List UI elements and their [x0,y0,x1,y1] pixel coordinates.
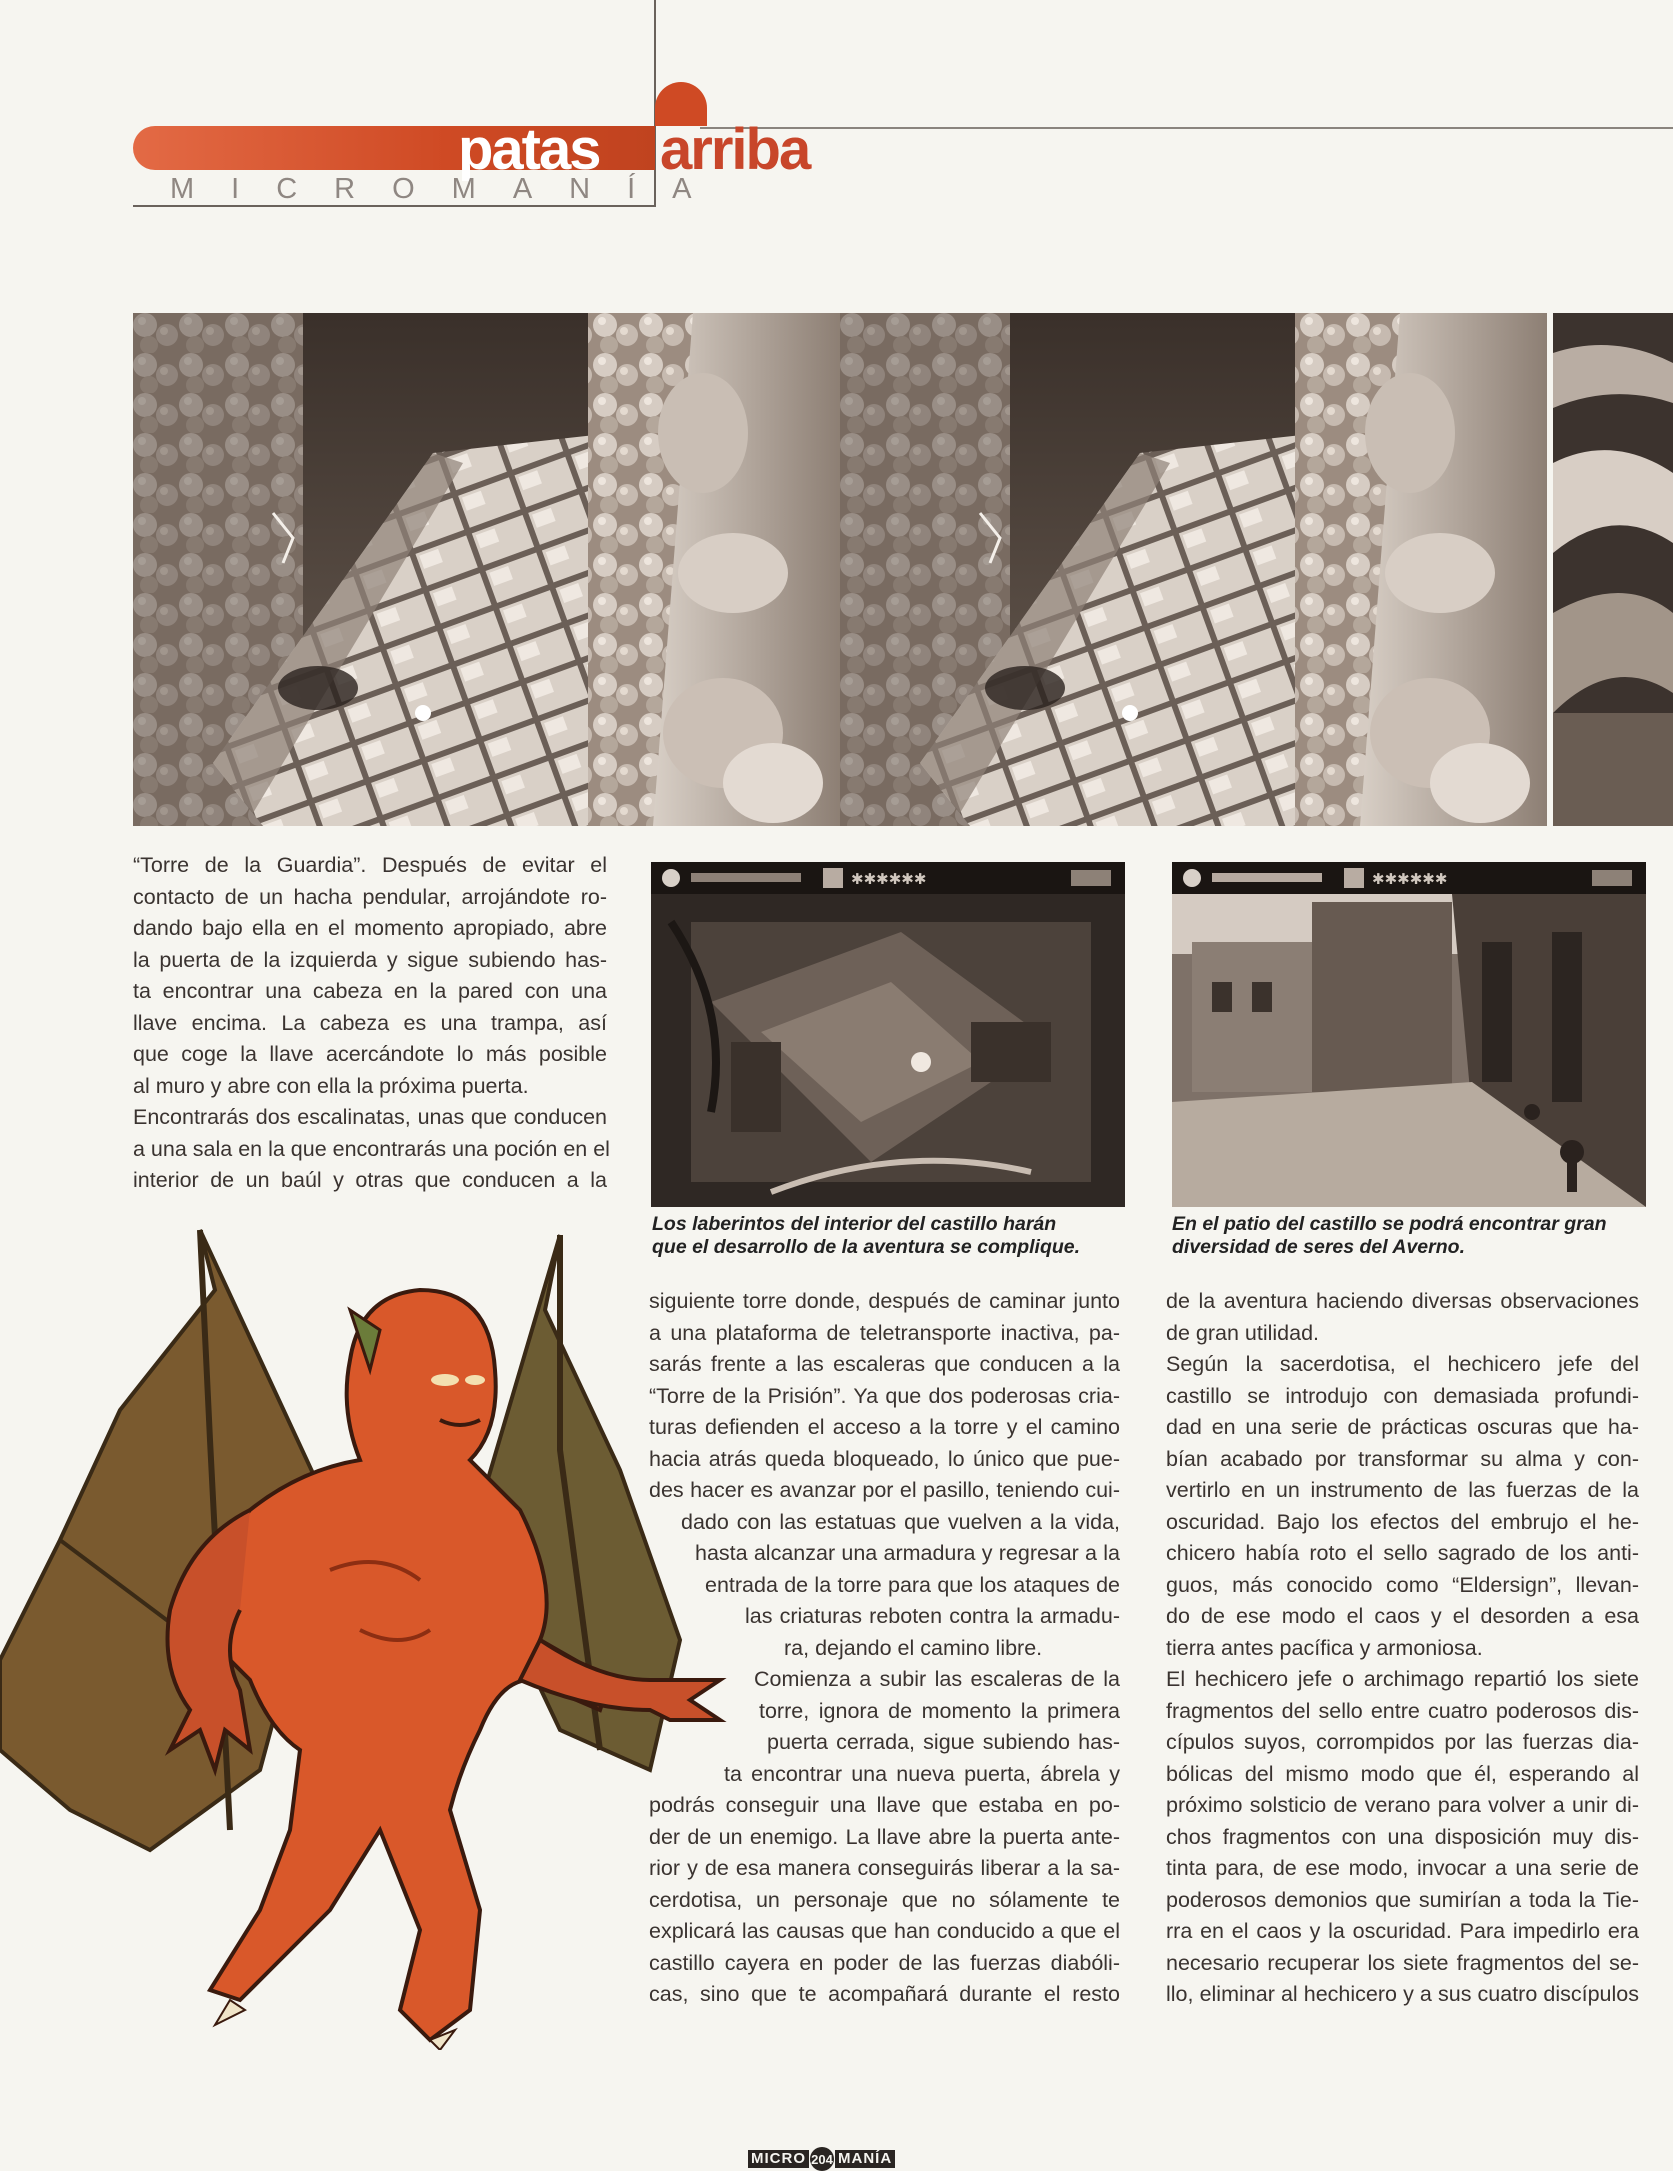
text-line: explicará las causas que han conducido a que el [649,1919,1120,1943]
text-line: necesario recuperar los siete fragmentos del se- [1166,1950,1639,1975]
text-line: cerdotisa, un personaje que no sólamente te [649,1887,1120,1912]
text-line: hasta alcanzar una armadura y regresar a la [695,1541,1120,1565]
text-line: castillo cayera en poder de las fuerzas diabóli- [649,1950,1120,1975]
text-line: llo, eliminar al hechicero y a sus cuatro discípulos [1166,1982,1639,2006]
text-line: dad en una serie de prácticas oscuras que ha- [1166,1415,1639,1439]
footer-mania: MANÍA [835,2150,895,2168]
header-underline [133,205,656,207]
caption-courtyard [1172,1213,1652,1259]
article-column-1 [133,850,610,1197]
footer-micro: MICRO [748,2150,809,2168]
text-line: hacia atrás queda bloqueado, lo único que pue- [649,1446,1120,1471]
text-line: chicero había roto el sello sagrado de los anti- [1166,1541,1639,1565]
text-line: “Torre de la Prisión”. Ya que dos poderosas cria- [649,1383,1120,1408]
text-line: de gran utilidad. [1166,1320,1319,1345]
text-line: dado con las estatuas que vuelven a la vida, [681,1509,1120,1534]
caption-line: Los laberintos del interior del castillo harán [652,1213,1057,1235]
text-line: siguiente torre donde, después de caminar junto [649,1289,1120,1313]
castle-screenshots-strip [133,313,1673,826]
text-line: entrada de la torre para que los ataques de [705,1572,1120,1597]
text-line: podrás conseguir una llave que estaba en po- [649,1793,1120,1817]
page-number: 204 [810,2147,834,2171]
section-title-patas: patas [458,117,600,182]
text-line: llave encima. La cabeza es una trampa, así [133,1010,607,1035]
page-footer [748,2148,934,2170]
magazine-name: MICROMANÍA [170,173,729,205]
text-line: fragmentos del sello entre cuatro poderosos dis- [1166,1698,1639,1723]
text-line: des hacer es avanzar por el pasillo, teniendo cui- [649,1478,1120,1502]
text-line: sarás frente a las escaleras que conducen a la [649,1352,1120,1376]
text-line: vertirlo en un instrumento de las fuerzas de la [1166,1478,1639,1502]
text-line: ta encontrar una nueva puerta, ábrela y [724,1761,1120,1786]
text-line: oscuridad. Bajo los efectos del embrujo el he- [1166,1509,1639,1534]
text-line: a una sala en la que encontrarás una poción en el [133,1136,610,1161]
text-line: Encontrarás dos escalinatas, unas que conducen [133,1105,607,1129]
text-line: ta encontrar una cabeza en la pared con una [133,979,607,1003]
caption-line: que el desarrollo de la aventura se complique. [652,1236,1081,1258]
text-line: torre, ignora de momento la primera [759,1698,1120,1723]
text-line: castillo se introdujo con demasiada profundi- [1166,1383,1639,1408]
caption-line: En el patio del castillo se podrá encontrar gran [1172,1213,1607,1235]
text-line: guos, más conocido como “Eldersign”, llevan- [1166,1572,1639,1597]
text-line: puerta cerrada, sigue subiendo has- [767,1730,1120,1754]
text-line: cas, sino que te acompañará durante el resto [649,1982,1120,2006]
text-line: chos fragmentos con una disposición muy dis- [1166,1824,1639,1849]
text-line: que coge la llave acercándote lo más posible [133,1042,607,1066]
header-horizontal-rule [700,127,1673,129]
courtyard-screenshot [1172,862,1646,1207]
text-line: do de ese modo el caos y el desorden a esa [1166,1604,1639,1628]
text-line: contacto de un hacha pendular, arrojándote ro- [133,884,607,909]
text-line: ra, dejando el camino libre. [784,1635,1043,1660]
text-line: al muro y abre con ella la próxima puerta. [133,1073,529,1098]
svg-text:✱✱✱✱✱✱: ✱✱✱✱✱✱ [1372,870,1448,888]
text-line: de la aventura haciendo diversas observaciones [1166,1289,1639,1313]
text-line: rra en el caos y la oscuridad. Para impedirlo era [1166,1919,1639,1943]
text-line: Según la sacerdotisa, el hechicero jefe del [1166,1352,1639,1376]
text-line: las criaturas reboten contra la armadu- [745,1604,1120,1628]
text-line: dando bajo ella en el momento apropiado, abre [133,916,607,940]
text-line: poderosos demonios que sumirían a toda la Tie- [1166,1887,1639,1912]
text-line: El hechicero jefe o archimago repartió los siete [1166,1667,1639,1691]
text-line: bían acabado por transformar su alma y con- [1166,1446,1639,1471]
text-line: interior de un baúl y otras que conducen a la [133,1168,607,1192]
text-line: próximo solsticio de verano para volver a unir di- [1166,1793,1639,1817]
section-title-arriba: arriba [660,117,810,182]
text-line: rior y de esa manera conseguirás liberar a la sa- [649,1856,1120,1880]
demon-illustration [0,1210,740,2050]
caption-line: diversidad de seres del Averno. [1172,1236,1465,1258]
labyrinth-screenshot [651,862,1125,1207]
svg-text:✱✱✱✱✱✱: ✱✱✱✱✱✱ [851,870,927,888]
text-line: tierra antes pacífica y armoniosa. [1166,1635,1483,1660]
article-column-2 [649,1286,1120,2011]
text-line: tinta para, de ese modo, invocar a una serie de [1166,1856,1639,1880]
text-line: Comienza a subir las escaleras de la [754,1667,1120,1691]
text-line: a una plataforma de teletransporte inactiva, pa- [649,1320,1120,1345]
text-line: turas defienden el acceso a la torre y el camino [649,1415,1120,1439]
article-column-3 [1166,1286,1639,2011]
text-line: bólicas del mismo modo que él, esperando al [1166,1761,1639,1786]
text-line: cípulos suyos, corrompidos por las fuerzas dia- [1166,1730,1639,1754]
text-line: der de un enemigo. La llave abre la puerta ante- [649,1824,1120,1849]
text-line: “Torre de la Guardia”. Después de evitar el [133,853,607,877]
text-line: la puerta de la izquierda y sigue subiendo has- [133,947,607,972]
